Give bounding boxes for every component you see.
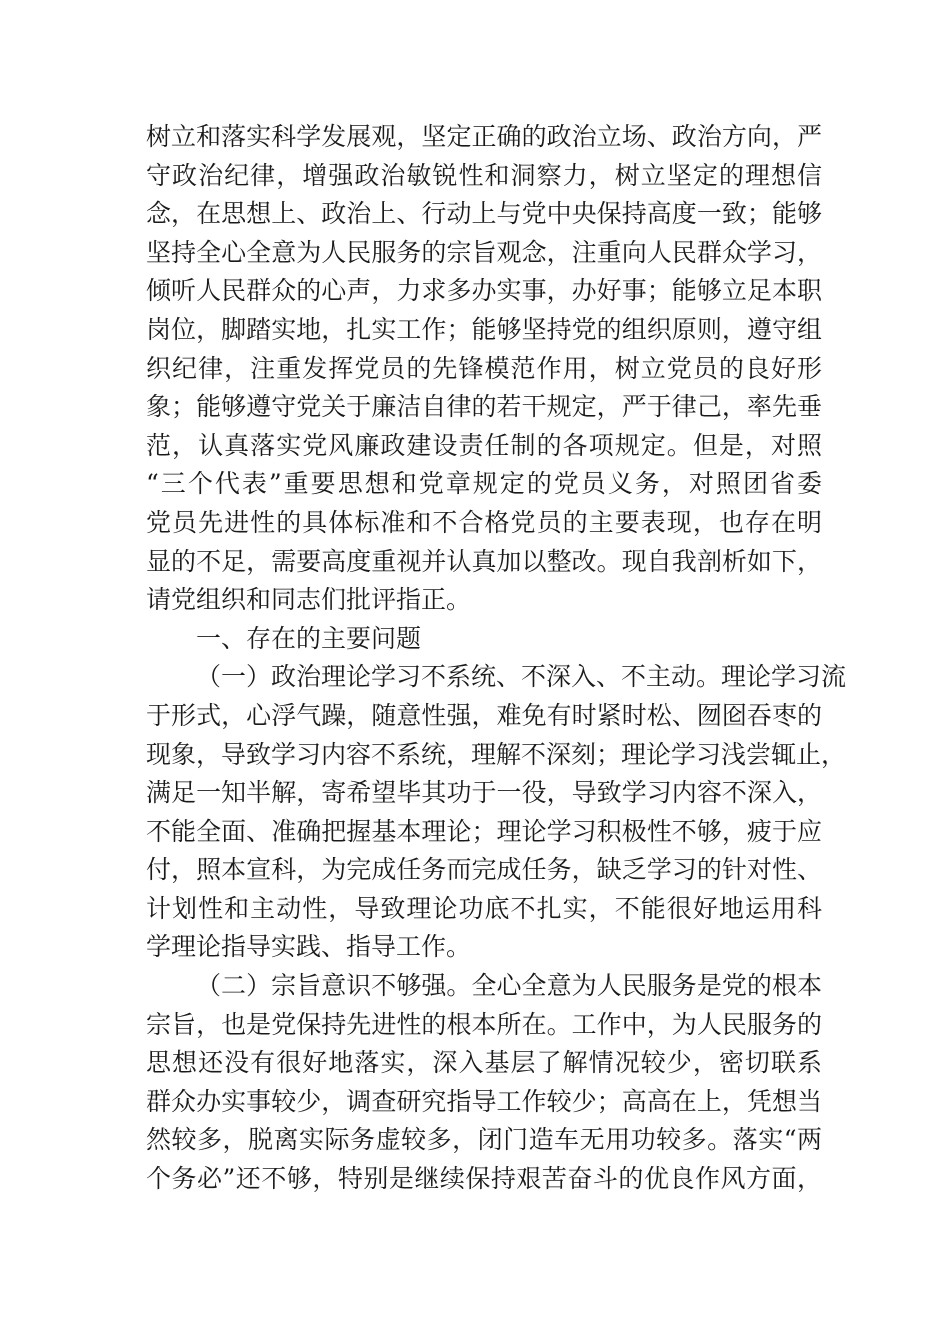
document-body (146, 118, 847, 1199)
text-line: 宗旨，也是党保持先进性的根本所在。工作中，为人民服务的 (146, 1009, 822, 1039)
text-line: 念，在思想上、政治上、行动上与党中央保持高度一致；能够 (146, 199, 822, 229)
text-line: 学理论指导实践、指导工作。 (146, 932, 472, 962)
text-line: 然较多，脱离实际务虚较多，闭门造车无用功较多。落实“两 (146, 1125, 822, 1155)
text-line: 群众办实事较少，调查研究指导工作较少；高高在上，凭想当 (146, 1086, 822, 1116)
text-line: 计划性和主动性，导致理论功底不扎实，不能很好地运用科 (146, 893, 822, 923)
text-line: 范，认真落实党风廉政建设责任制的各项规定。但是，对照 (146, 430, 822, 460)
text-line: （一）政治理论学习不系统、不深入、不主动。理论学习流 (196, 662, 847, 692)
text-line: 党员先进性的具体标准和不合格党员的主要表现，也存在明 (146, 507, 822, 537)
text-line: 象；能够遵守党关于廉洁自律的若干规定，严于律己，率先垂 (146, 392, 822, 422)
text-line: 个务必”还不够，特别是继续保持艰苦奋斗的优良作风方面， (146, 1164, 822, 1194)
text-line: “三个代表”重要思想和党章规定的党员义务，对照团省委 (146, 469, 822, 499)
text-line: 倾听人民群众的心声，力求多办实事，办好事；能够立足本职 (146, 276, 822, 306)
text-line: 不能全面、准确把握基本理论；理论学习积极性不够，疲于应 (146, 816, 822, 846)
text-line: 请党组织和同志们批评指正。 (146, 585, 472, 615)
text-line: 织纪律，注重发挥党员的先锋模范作用，树立党员的良好形 (146, 353, 822, 383)
text-line: 现象，导致学习内容不系统，理解不深刻；理论学习浅尝辄止， (146, 739, 847, 769)
text-line: 于形式，心浮气躁，随意性强，难免有时紧时松、囫囵吞枣的 (146, 700, 822, 730)
text-line: 守政治纪律，增强政治敏锐性和洞察力，树立坚定的理想信 (146, 160, 822, 190)
text-line: 付，照本宣科，为完成任务而完成任务，缺乏学习的针对性、 (146, 855, 822, 885)
text-line: 树立和落实科学发展观，坚定正确的政治立场、政治方向，严 (146, 122, 822, 151)
text-line: 岗位，脚踏实地，扎实工作；能够坚持党的组织原则，遵守组 (146, 314, 822, 344)
text-line: 思想还没有很好地落实，深入基层了解情况较少，密切联系 (146, 1048, 822, 1078)
text-line: 一、存在的主要问题 (196, 623, 422, 653)
text-line: 显的不足，需要高度重视并认真加以整改。现自我剖析如下， (146, 546, 822, 576)
text-line: （二）宗旨意识不够强。全心全意为人民服务是党的根本 (196, 971, 822, 1001)
text-line: 坚持全心全意为人民服务的宗旨观念，注重向人民群众学习， (146, 237, 822, 267)
text-line: 满足一知半解，寄希望毕其功于一役，导致学习内容不深入， (146, 778, 822, 808)
